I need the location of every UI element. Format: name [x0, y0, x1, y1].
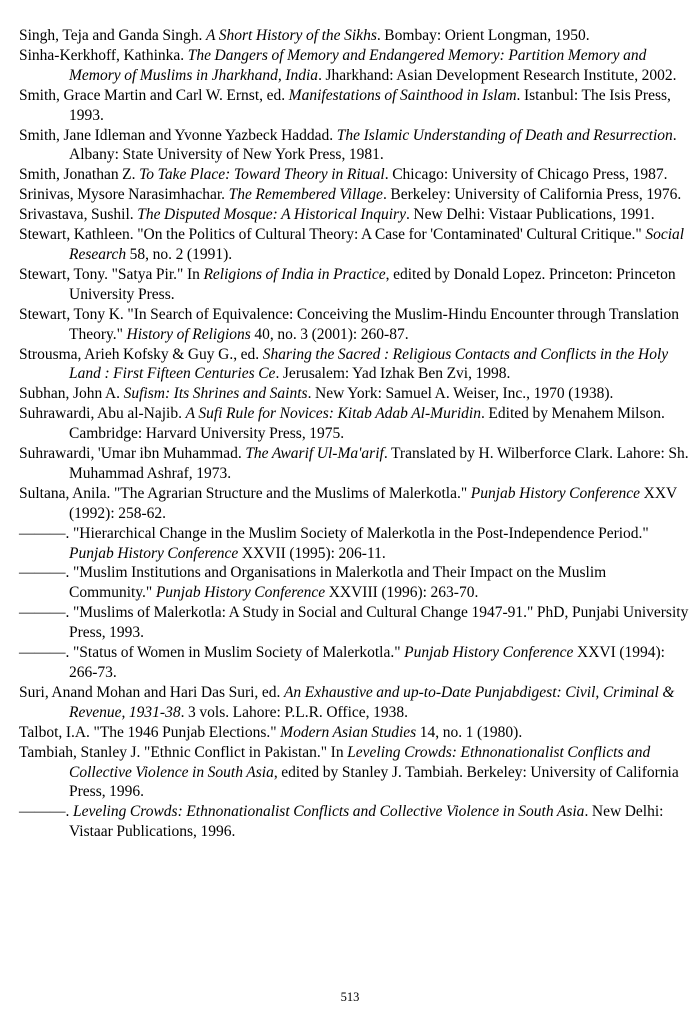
entry-text: XXV (1992): 258-62.	[69, 484, 677, 522]
bibliography-entry	[19, 384, 691, 404]
bibliography-entry	[19, 603, 691, 643]
entry-text: XXVII (1995): 206-11.	[238, 544, 386, 562]
entry-text: . New Delhi: Vistaar Publications, 1996.	[69, 803, 664, 841]
entry-text: . Translated by H. Wilberforce Clark. Lahore: Sh. Muhammad Ashraf, 1973.	[69, 445, 689, 482]
bibliography-entry	[19, 305, 691, 345]
entry-text: Srinivas, Mysore Narasimhachar.	[19, 186, 229, 204]
entry-title-italic: The Islamic Understanding of Death and Resurrection	[336, 126, 673, 144]
bibliography-entry	[19, 185, 691, 205]
entry-text: . Berkeley: University of California Press, 1976.	[382, 186, 682, 204]
bibliography-list	[19, 26, 691, 842]
entry-text: XXVIII (1996): 263-70.	[325, 584, 479, 602]
bibliography-entry	[19, 643, 691, 683]
entry-text: , edited by Stanley J. Tambiah. Berkeley: University of California Press, 1996.	[69, 763, 679, 801]
entry-text: ———. "Status of Women in Muslim Society of Malerkotla."	[19, 644, 405, 662]
entry-text: ———.	[19, 803, 73, 821]
entry-text: Smith, Jane Idleman and Yvonne Yazbeck Haddad.	[19, 126, 337, 144]
entry-text: ———. "Muslims of Malerkotla: A Study in Social and Cultural Change 1947-91." PhD, Punjabi University Press, 1993.	[19, 604, 689, 642]
entry-text: . Edited by Menahem Milson. Cambridge: Harvard University Press, 1975.	[69, 405, 665, 443]
bibliography-entry	[19, 86, 691, 126]
bibliography-entry	[19, 444, 691, 484]
entry-title-italic: Punjab History Conference	[155, 584, 326, 602]
entry-text: ———. "Hierarchical Change in the Muslim Society of Malerkotla in the Post-Independence Period."	[19, 524, 649, 542]
page-number: 513	[340, 990, 360, 1004]
bibliography-entry	[19, 743, 691, 803]
entry-title-italic: The Disputed Mosque: A Historical Inquiry	[137, 206, 406, 224]
entry-text: Smith, Grace Martin and Carl W. Ernst, ed.	[19, 86, 289, 104]
bibliography-entry	[19, 802, 691, 842]
entry-text: . New York: Samuel A. Weiser, Inc., 1970 (1938).	[307, 385, 614, 403]
bibliography-entry	[19, 26, 691, 46]
entry-title-italic: The Dangers of Memory and Endangered Memory: Partition Memory and Memory of Muslims in Jharkhand, India	[69, 46, 647, 84]
bibliography-entry	[19, 126, 691, 166]
entry-text: 14, no. 1 (1980).	[416, 723, 523, 741]
bibliography-entry	[19, 205, 691, 225]
entry-title-italic: The Awarif Ul-Ma'arif	[245, 445, 384, 463]
entry-text: ———. "Muslim Institutions and Organisations in Malerkotla and Their Impact on the Muslim Community."	[19, 564, 607, 602]
entry-title-italic: A Short History of the Sikhs	[205, 27, 377, 44]
entry-text: . 3 vols. Lahore: P.L.R. Office, 1938.	[180, 703, 408, 721]
entry-text: Srivastava, Sushil.	[19, 206, 138, 224]
entry-text: Talbot, I.A. "The 1946 Punjab Elections."	[19, 723, 281, 741]
entry-title-italic: Punjab History Conference	[470, 484, 641, 502]
entry-text: , edited by Donald Lopez. Princeton: Princeton University Press.	[69, 265, 676, 303]
entry-title-italic: History of Religions	[126, 325, 251, 343]
entry-text: . Jerusalem: Yad Izhak Ben Zvi, 1998.	[275, 365, 511, 383]
bibliography-entry	[19, 484, 691, 524]
entry-title-italic: An Exhaustive and up-to-Date Punjabdigest: Civil, Criminal & Revenue, 1931-38	[69, 683, 675, 721]
entry-title-italic: Religions of India in Practice	[203, 265, 386, 283]
bibliography-entry	[19, 165, 691, 185]
entry-text: Sinha-Kerkhoff, Kathinka.	[19, 46, 188, 64]
entry-text: Stewart, Kathleen. "On the Politics of Cultural Theory: A Case for 'Contaminated' Cultural Critique."	[19, 226, 646, 244]
entry-title-italic: The Remembered Village	[228, 186, 383, 204]
entry-text: . Albany: State University of New York Press, 1981.	[69, 126, 677, 164]
entry-title-italic: Sharing the Sacred : Religious Contacts and Conflicts in the Holy Land : First Fifteen Centuries Ce	[69, 345, 669, 383]
entry-title-italic: To Take Place: Toward Theory in Ritual	[139, 166, 385, 184]
bibliography-entry	[19, 265, 691, 305]
entry-text: Strousma, Arieh Kofsky & Guy G., ed.	[19, 345, 263, 363]
entry-text: Suhrawardi, 'Umar ibn Muhammad.	[19, 445, 246, 463]
entry-text: . Istanbul: The Isis Press, 1993.	[69, 86, 671, 124]
entry-title-italic: Manifestations of Sainthood in Islam	[288, 86, 517, 104]
entry-text: . Chicago: University of Chicago Press, 1987.	[384, 166, 668, 184]
entry-text: XXVI (1994): 266-73.	[69, 644, 665, 681]
entry-text: . Jharkhand: Asian Development Research Institute, 2002.	[318, 66, 677, 84]
entry-text: 58, no. 2 (1991).	[126, 245, 233, 263]
entry-text: . New Delhi: Vistaar Publications, 1991.	[405, 206, 655, 224]
entry-text: Smith, Jonathan Z.	[19, 166, 140, 184]
entry-text: Subhan, John A.	[19, 385, 124, 403]
entry-title-italic: Social Research	[69, 226, 685, 263]
bibliography-entry	[19, 225, 691, 265]
bibliography-entry	[19, 46, 691, 86]
entry-text: Tambiah, Stanley J. "Ethnic Conflict in Pakistan." In	[19, 743, 348, 761]
bibliography-entry	[19, 524, 691, 564]
entry-text: Stewart, Tony K. "In Search of Equivalence: Conceiving the Muslim-Hindu Encounter through Translation Theory."	[19, 305, 679, 343]
entry-title-italic: Sufism: Its Shrines and Saints	[123, 385, 308, 403]
entry-text: Sultana, Anila. "The Agrarian Structure and the Muslims of Malerkotla."	[19, 484, 471, 502]
entry-text: Suri, Anand Mohan and Hari Das Suri, ed.	[19, 683, 284, 701]
entry-text: . Bombay: Orient Longman, 1950.	[376, 27, 590, 44]
entry-text: Singh, Teja and Ganda Singh.	[19, 27, 206, 44]
entry-title-italic: Punjab History Conference	[404, 644, 574, 662]
entry-text: Stewart, Tony. "Satya Pir." In	[19, 265, 204, 283]
entry-text: 40, no. 3 (2001): 260-87.	[250, 325, 409, 343]
entry-title-italic: Leveling Crowds: Ethnonationalist Conflicts and Collective Violence in South Asia	[69, 743, 651, 781]
entry-text: Suhrawardi, Abu al-Najib.	[19, 405, 186, 423]
entry-title-italic: Leveling Crowds: Ethnonationalist Conflicts and Collective Violence in South Asia	[72, 803, 585, 821]
entry-title-italic: Punjab History Conference	[69, 544, 239, 562]
bibliography-entry	[19, 563, 691, 603]
bibliography-entry	[19, 345, 691, 385]
bibliography-entry	[19, 404, 691, 444]
entry-title-italic: A Sufi Rule for Novices: Kitab Adab Al-Muridin	[185, 405, 481, 423]
entry-title-italic: Modern Asian Studies	[280, 723, 417, 741]
bibliography-entry	[19, 723, 691, 743]
bibliography-entry	[19, 683, 691, 723]
